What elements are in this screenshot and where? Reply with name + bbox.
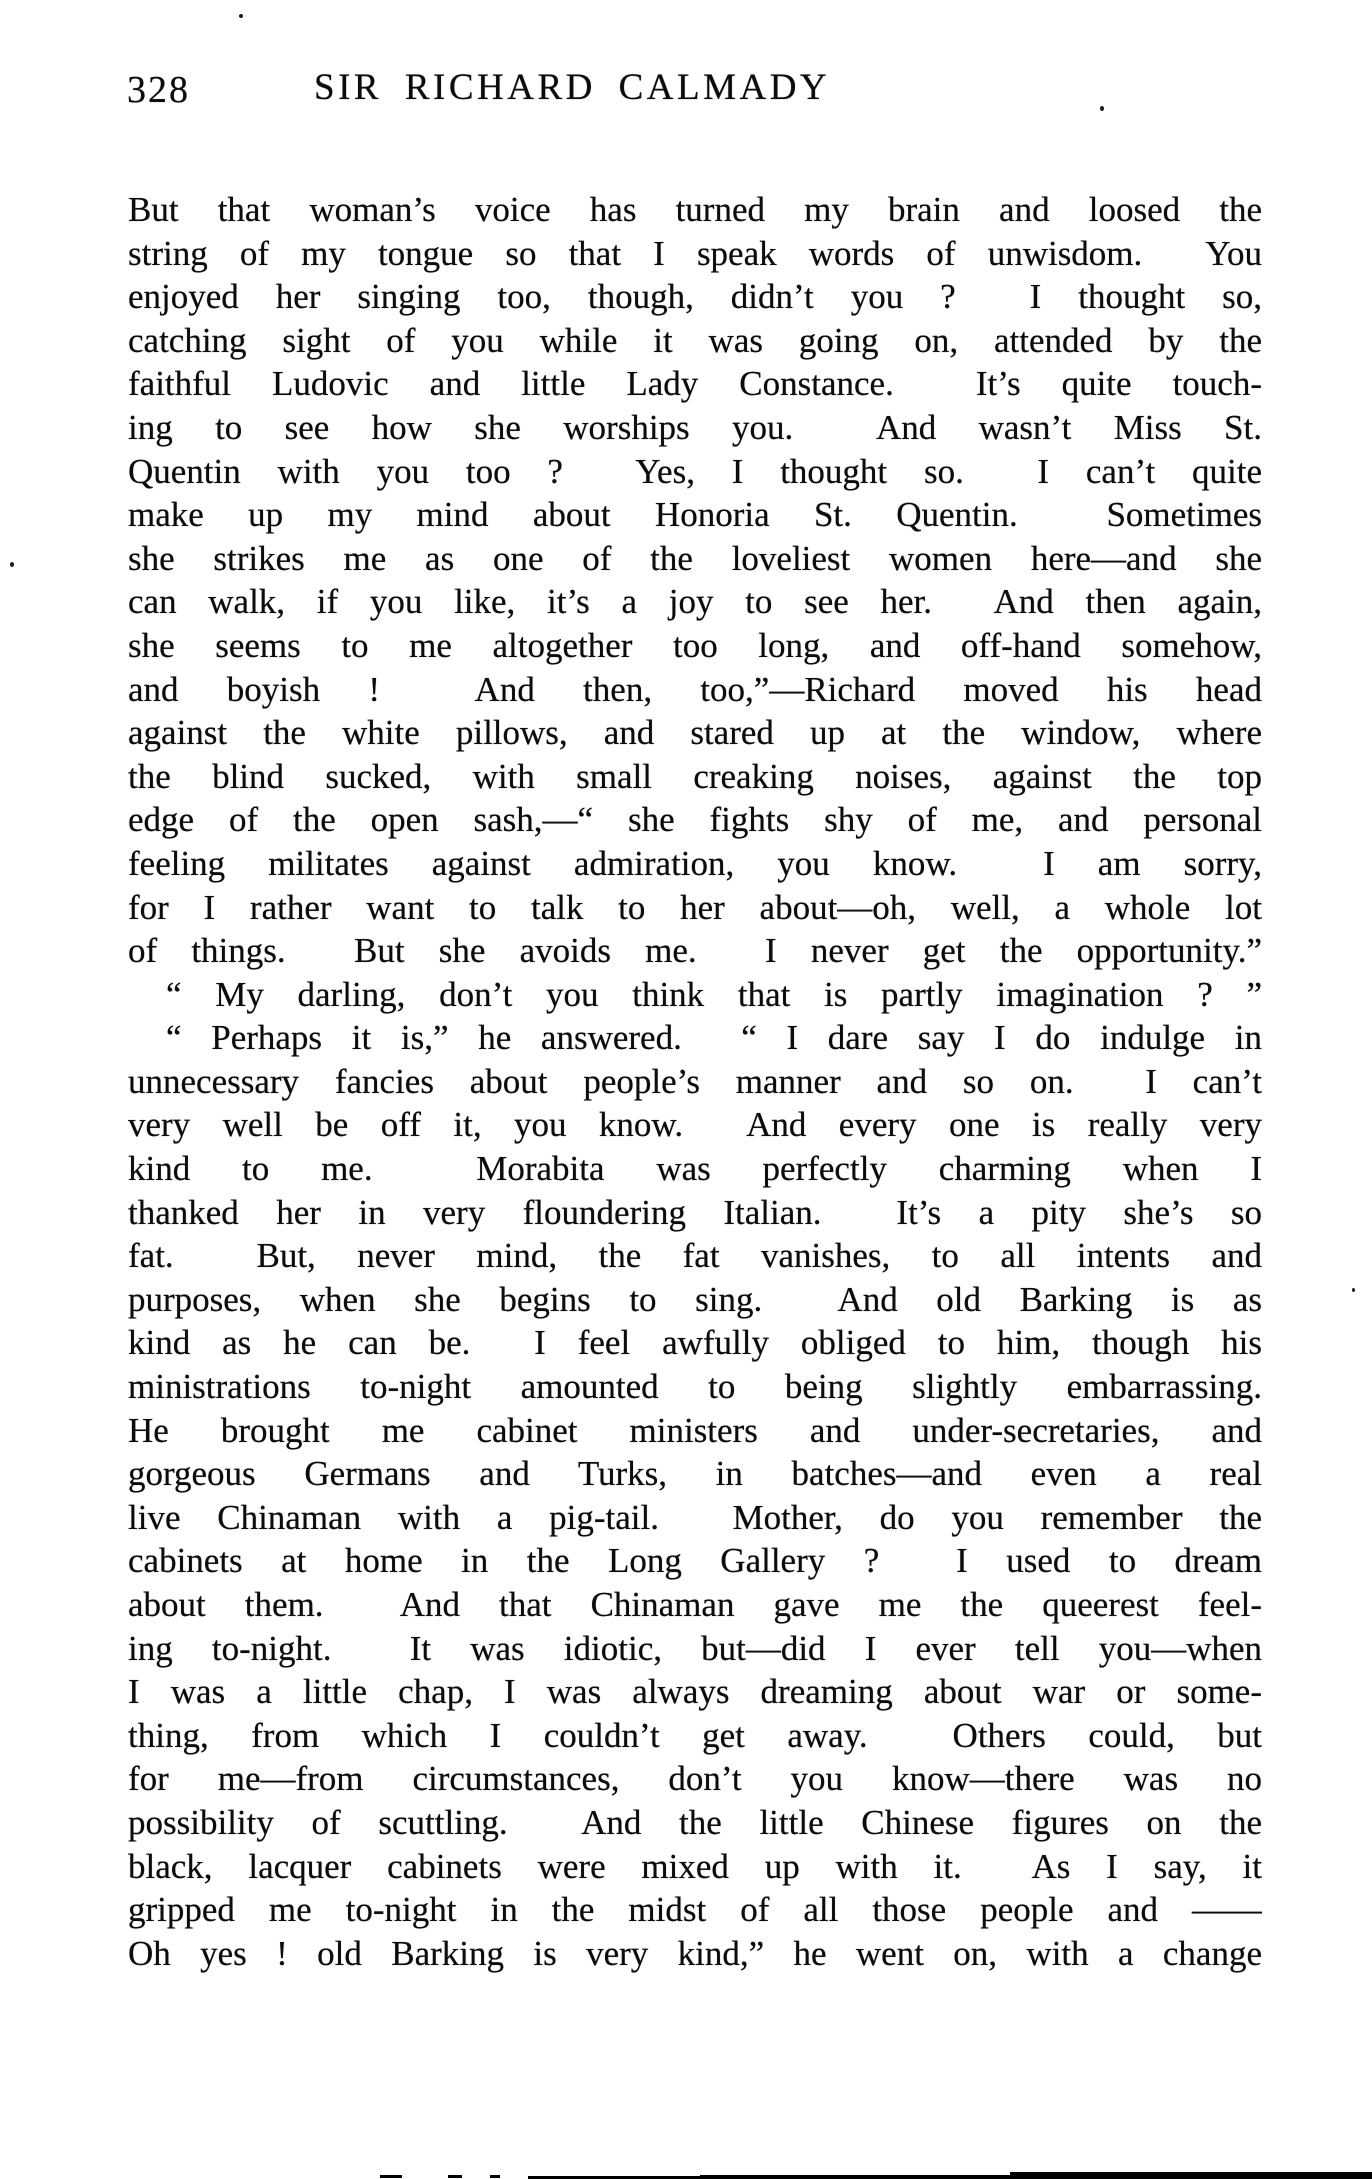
text-line: and boyish ! And then, too,”—Richard moved his head xyxy=(128,669,1262,709)
text-line: thing, from which I couldn’t get away. Others could, but xyxy=(128,1715,1262,1755)
text-line: ing to see how she worships you. And wasn’t Miss St. xyxy=(128,407,1262,447)
text-line: I was a little chap, I was always dreaming about war or some- xyxy=(128,1672,1262,1712)
scan-speck xyxy=(239,14,243,18)
text-line: enjoyed her singing too, though, didn’t you ? I thought so, xyxy=(128,277,1262,317)
text-line: thanked her in very floundering Italian. It’s a pity she’s so xyxy=(128,1192,1262,1232)
scan-artifact-bar xyxy=(700,2175,1020,2179)
text-line: cabinets at home in the Long Gallery ? I used to dream xyxy=(128,1541,1262,1581)
text-block xyxy=(128,188,1262,1975)
text-line: faithful Ludovic and little Lady Constance. It’s quite touch- xyxy=(128,364,1262,404)
text-line: feeling militates against admiration, you know. I am sorry, xyxy=(128,843,1262,883)
text-line: the blind sucked, with small creaking noises, against the top xyxy=(128,756,1262,796)
scan-speck xyxy=(1100,106,1104,111)
text-line: live Chinaman with a pig-tail. Mother, do you remember the xyxy=(128,1497,1262,1537)
text-line: for I rather want to talk to her about—oh, well, a whole lot xyxy=(128,887,1262,927)
text-line: kind as he can be. I feel awfully obliged to him, though his xyxy=(128,1323,1262,1363)
text-line: possibility of scuttling. And the little Chinese figures on the xyxy=(128,1802,1262,1842)
text-line: make up my mind about Honoria St. Quentin. Sometimes xyxy=(128,495,1262,535)
page-number: 328 xyxy=(127,69,190,111)
scan-artifact-dash xyxy=(380,2175,402,2178)
text-line: ing to-night. It was idiotic, but—did I ever tell you—when xyxy=(128,1628,1262,1668)
text-line: purposes, when she begins to sing. And old Barking is as xyxy=(128,1279,1262,1319)
text-line: edge of the open sash,—“ she fights shy of me, and personal xyxy=(128,800,1262,840)
text-line: gripped me to-night in the midst of all those people and —— xyxy=(128,1890,1262,1930)
text-line: very well be off it, you know. And every one is really very xyxy=(128,1105,1262,1145)
text-line: about them. And that Chinaman gave me the queerest feel- xyxy=(128,1585,1262,1624)
running-title: SIR RICHARD CALMADY xyxy=(314,67,831,108)
text-line: catching sight of you while it was going on, attended by the xyxy=(128,320,1262,360)
text-line: string of my tongue so that I speak words of unwisdom. You xyxy=(128,233,1262,273)
text-line: “ My darling, don’t you think that is partly imagination ? ” xyxy=(166,974,1262,1014)
scan-artifact-dash xyxy=(448,2175,462,2178)
scan-speck xyxy=(10,562,14,567)
text-line: But that woman’s voice has turned my brain and loosed the xyxy=(128,190,1262,229)
text-line: black, lacquer cabinets were mixed up with it. As I say, it xyxy=(128,1846,1262,1886)
scan-speck xyxy=(1352,1288,1355,1292)
text-line: Quentin with you too ? Yes, I thought so. I can’t quite xyxy=(128,451,1262,491)
text-line: gorgeous Germans and Turks, in batches—and even a real xyxy=(128,1454,1262,1494)
text-line: can walk, if you like, it’s a joy to see her. And then again, xyxy=(128,582,1262,622)
text-line: of things. But she avoids me. I never get the opportunity.” xyxy=(128,931,1262,971)
text-line: He brought me cabinet ministers and under-secretaries, and xyxy=(128,1410,1262,1450)
text-line: fat. But, never mind, the fat vanishes, to all intents and xyxy=(128,1236,1262,1276)
text-line: she seems to me altogether too long, and off-hand somehow, xyxy=(128,625,1262,665)
text-line: ministrations to-night amounted to being slightly embarrassing. xyxy=(128,1367,1262,1407)
text-line: Oh yes ! old Barking is very kind,” he went on, with a change xyxy=(128,1933,1262,1973)
text-line: kind to me. Morabita was perfectly charming when I xyxy=(128,1149,1262,1189)
text-line: for me—from circumstances, don’t you know—there was no xyxy=(128,1759,1262,1799)
scan-artifact-dash xyxy=(490,2175,500,2178)
text-line: against the white pillows, and stared up at the window, where xyxy=(128,713,1262,753)
text-line: unnecessary fancies about people’s manner and so on. I can’t xyxy=(128,1061,1262,1101)
text-line: “ Perhaps it is,” he answered. “ I dare say I do indulge in xyxy=(166,1018,1262,1058)
text-line: she strikes me as one of the loveliest women here—and she xyxy=(128,538,1262,578)
scan-artifact-bar xyxy=(1010,2172,1372,2179)
